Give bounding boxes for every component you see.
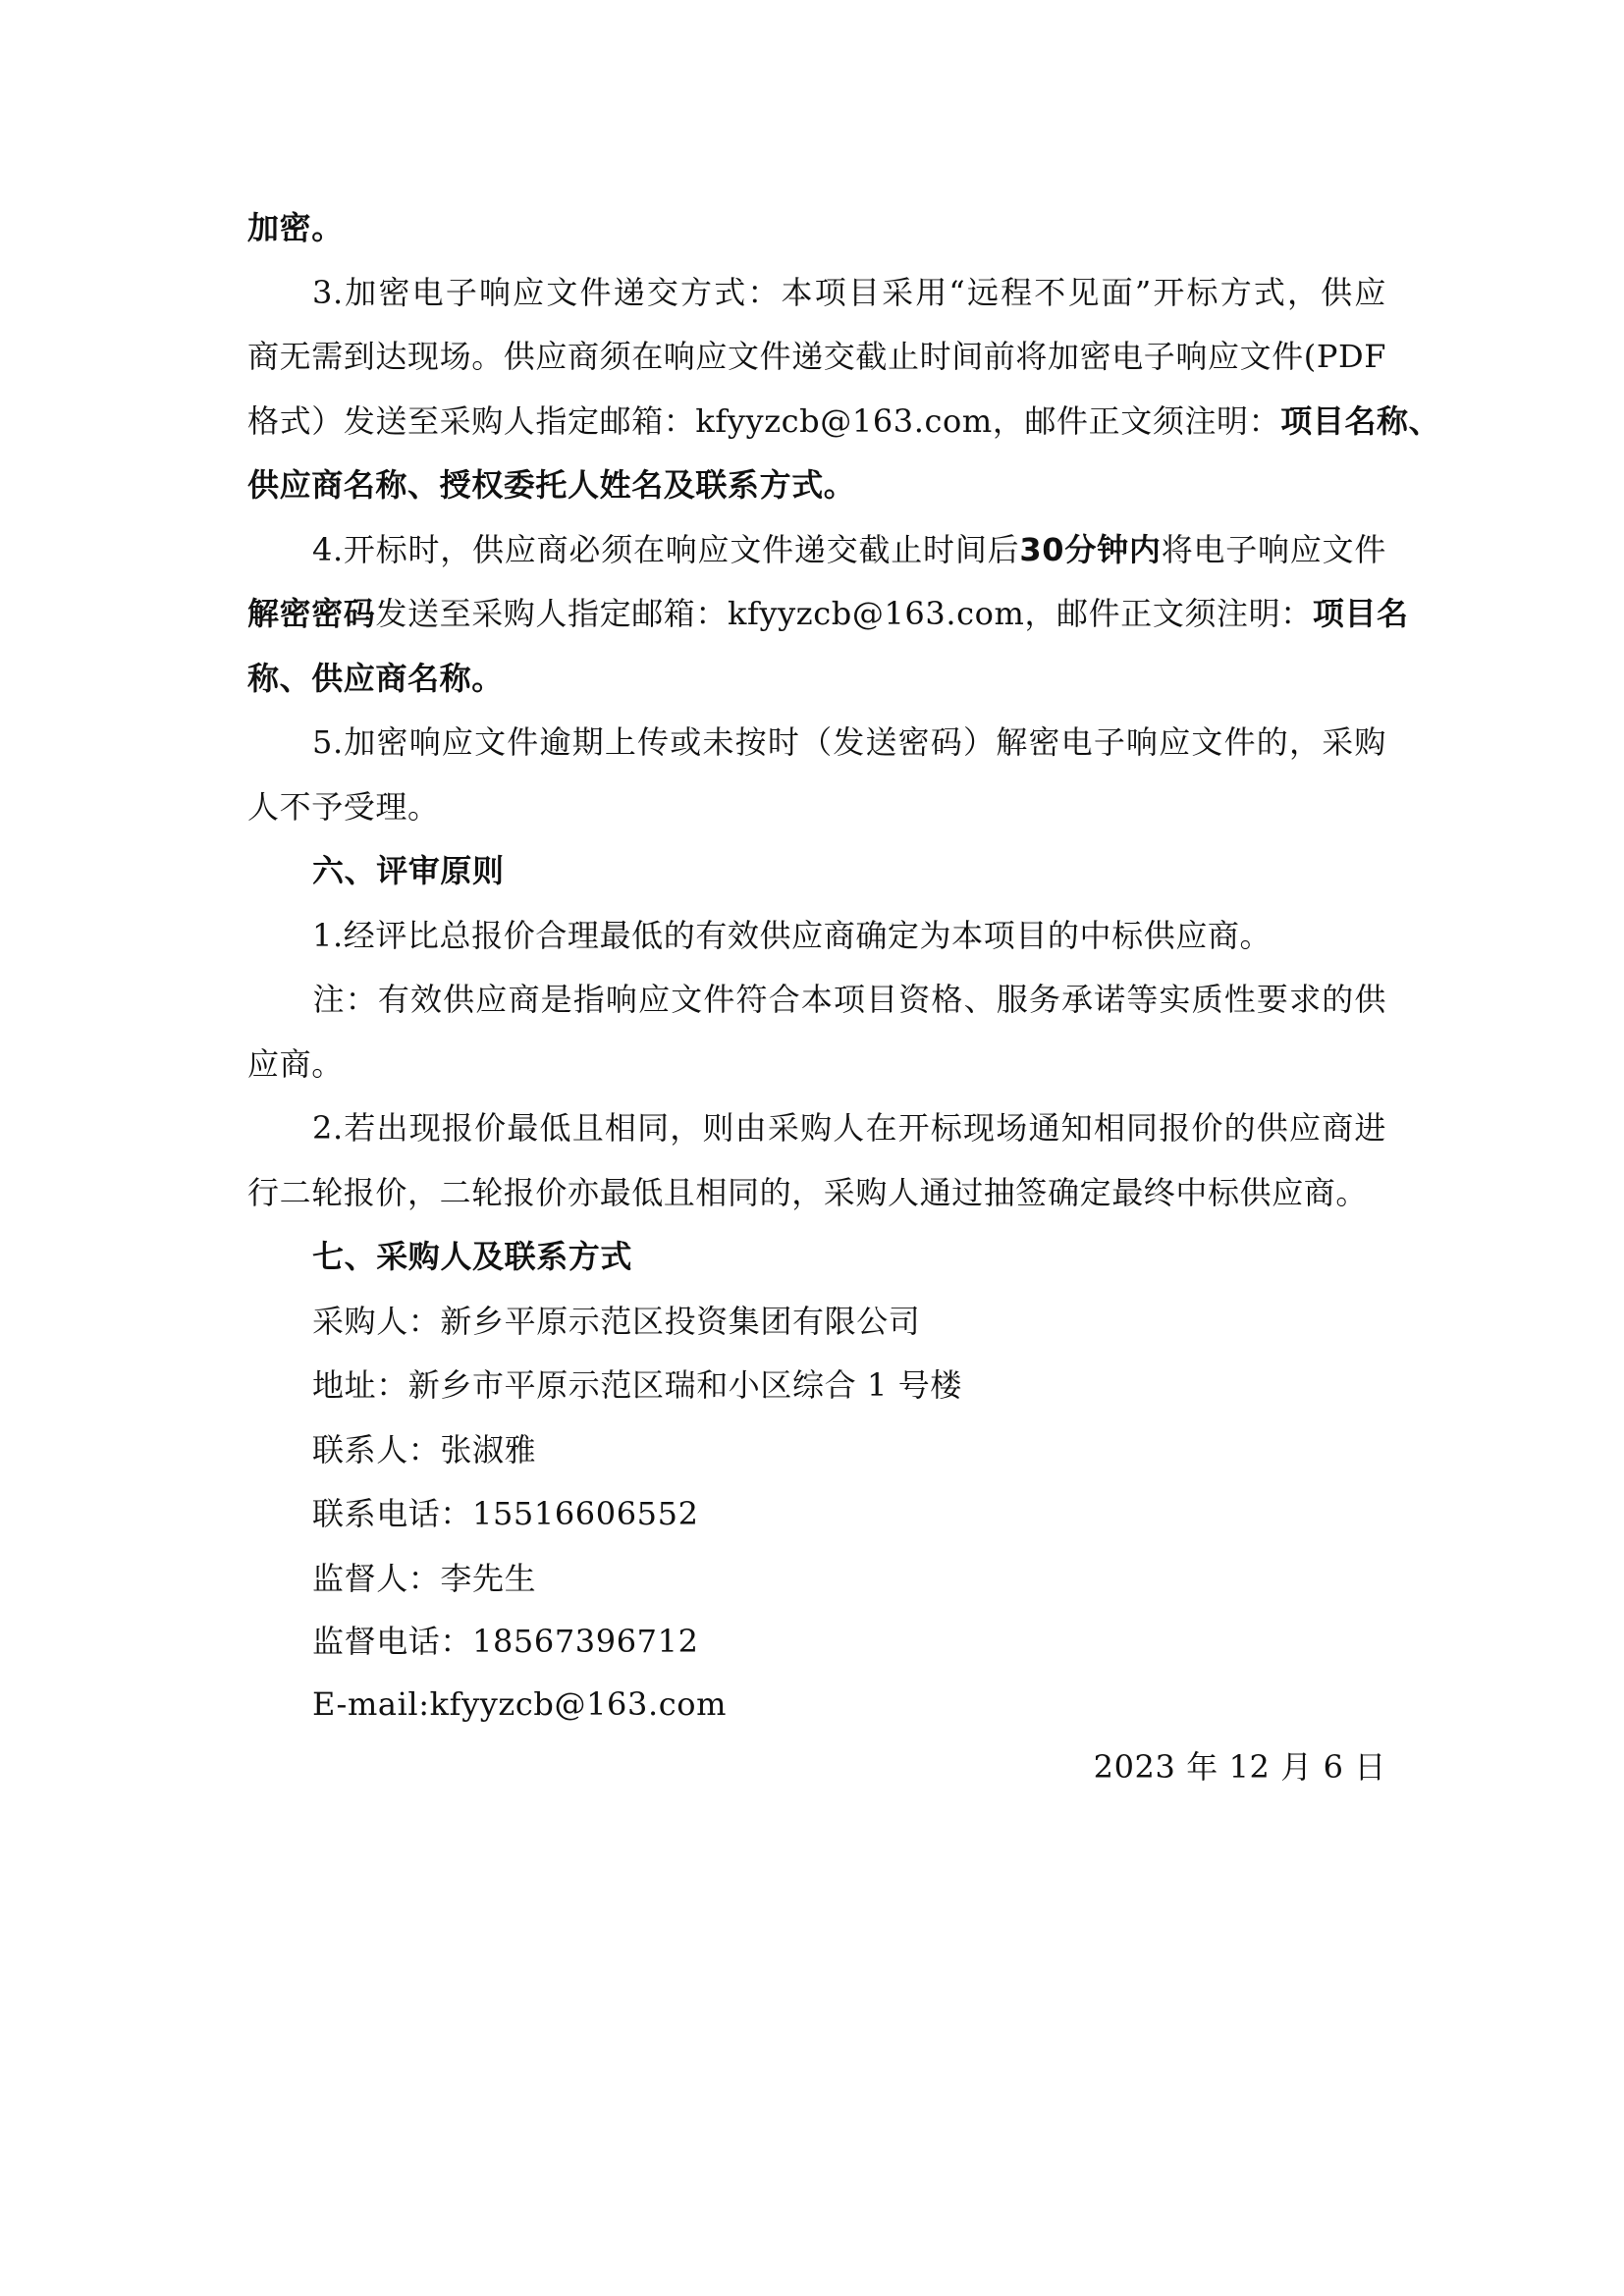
text-fragment: 2.若出现报价最低且相同，则由采购人在开标现场通知相同报价的供应商进 [312, 1109, 1386, 1147]
text-fragment-bold: 称、供应商名称。 [247, 659, 504, 697]
contact-text: 联系人：张淑雅 [312, 1430, 537, 1468]
section-6-note-line-1 [247, 968, 1386, 1033]
supervisor-phone-text: 监督电话：18567396712 [312, 1622, 699, 1660]
text-fragment: 行二轮报价，二轮报价亦最低且相同的，采购人通过抽签确定最终中标供应商。 [247, 1173, 1369, 1211]
text-fragment: 人不予受理。 [247, 787, 440, 826]
text-fragment: 4.开标时，供应商必须在响应文件递交截止时间后 [312, 530, 1020, 568]
paragraph-3-line-1 [247, 261, 1386, 326]
purchaser-text: 采购人：新乡平原示范区投资集团有限公司 [312, 1302, 921, 1340]
text-fragment: 格式）发送至采购人指定邮箱：kfyyzcb@163.com，邮件正文须注明： [247, 401, 1281, 440]
section-6-item-2-line-1 [247, 1096, 1386, 1161]
text-fragment: 注：有效供应商是指响应文件符合本项目资格、服务承诺等实质性要求的供 [312, 981, 1386, 1018]
paragraph-5-line-1 [247, 711, 1386, 775]
supervisor-line [247, 1547, 1386, 1610]
section-6-item-2-line-2 [247, 1161, 1386, 1226]
email-line [247, 1673, 1386, 1735]
document-date: 2023 年 12 月 6 日 [1093, 1747, 1386, 1786]
text-fragment-bold: 供应商名称、授权委托人姓名及联系方式。 [247, 466, 856, 504]
text-fragment: 加密。 [247, 209, 344, 246]
text-fragment: 3.加密电子响应文件递交方式：本项目采用“远程不见面”开标方式，供应 [312, 273, 1386, 311]
text-fragment-bold: 30分钟内 [1019, 530, 1162, 568]
section-heading: 六、评审原则 [312, 852, 505, 889]
document-page [247, 196, 1441, 1799]
section-6-heading [247, 839, 1386, 904]
paragraph-4-line-1 [247, 518, 1386, 583]
purchaser-line [247, 1290, 1386, 1355]
text-fragment-bold: 项目名 [1312, 595, 1409, 632]
email-text: E-mail:kfyyzcb@163.com [312, 1684, 728, 1723]
section-6-item-1 [247, 904, 1386, 969]
paragraph-5-line-2 [247, 775, 1386, 840]
phone-text: 联系电话：15516606552 [312, 1495, 699, 1532]
contact-line [247, 1418, 1386, 1483]
paragraph-4-line-2 [247, 582, 1409, 647]
text-fragment: 1.经评比总报价合理最低的有效供应商确定为本项目的中标供应商。 [312, 916, 1272, 954]
text-fragment: 应商。 [247, 1044, 344, 1083]
paragraph-3-line-4 [247, 454, 1386, 518]
paragraph-3-line-2 [247, 325, 1386, 390]
supervisor-text: 监督人：李先生 [312, 1559, 537, 1597]
paragraph-3-line-3 [247, 390, 1441, 454]
text-fragment-bold: 项目名称、 [1280, 401, 1441, 440]
section-7-heading [247, 1225, 1386, 1290]
text-fragment: 5.加密响应文件逾期上传或未按时（发送密码）解密电子响应文件的，采购 [312, 723, 1386, 761]
phone-line [247, 1482, 1386, 1547]
text-fragment: 将电子响应文件 [1161, 530, 1386, 568]
text-fragment: 商无需到达现场。供应商须在响应文件递交截止时间前将加密电子响应文件(PDF [247, 338, 1387, 375]
paragraph-4-line-3 [247, 647, 1386, 712]
date-line [247, 1735, 1386, 1800]
address-text: 地址：新乡市平原示范区瑞和小区综合 1 号楼 [312, 1366, 962, 1404]
address-line [247, 1354, 1386, 1418]
section-6-note-line-2 [247, 1033, 1386, 1097]
supervisor-phone-line [247, 1610, 1386, 1673]
section-heading: 七、采购人及联系方式 [312, 1238, 633, 1275]
text-fragment-bold: 解密密码 [247, 595, 376, 632]
text-fragment: 发送至采购人指定邮箱：kfyyzcb@163.com，邮件正文须注明： [375, 595, 1313, 632]
paragraph-3-line-0 [247, 196, 1386, 261]
